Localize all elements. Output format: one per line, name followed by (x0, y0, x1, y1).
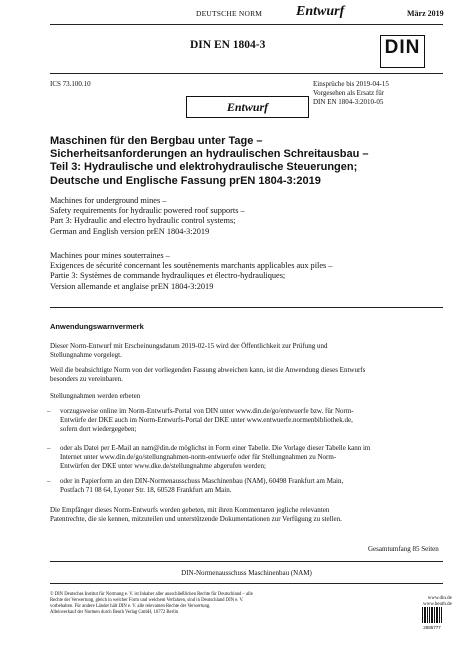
number-rule (50, 73, 443, 74)
warning-paragraph-4 (50, 506, 443, 524)
copyright-line: Rechte der Verwertung, gleich in welcher Form und welchem Verfahren, sind in Deutschland DIN e. V. (50, 598, 244, 603)
title-french-line: Partie 3: Systèmes de commande hydrauliques et électro-hydrauliques; (50, 271, 286, 281)
committee-name: DIN-Normenausschuss Maschinenbau (NAM) (181, 569, 312, 577)
title-english-line: Safety requirements for hydraulic powered roof supports – (50, 206, 245, 216)
list-item (47, 444, 440, 471)
list-dash: – (47, 407, 51, 415)
list-item-line: vorzugsweise online im Norm-Entwurfs-Portal von DIN unter www.din.de/go/entwuerfe bzw. für Norm- (60, 407, 354, 415)
title-english-line: German and English version prEN 1804-3:2019 (50, 226, 210, 236)
header-date: März 2019 (407, 9, 444, 18)
list-item-line: sofern dort wiedergegeben; (60, 425, 137, 433)
title-german-line: Teil 3: Hydraulische und elektrohydraulische Steuerungen; (50, 161, 358, 174)
warning-heading: Anwendungswarnvermerk (50, 322, 144, 331)
list-item (47, 407, 440, 434)
title-french-line: Exigences de sécurité concernant les soutènements marchants applicables aux piles – (50, 261, 333, 271)
din-logo (380, 35, 425, 68)
replaces-line-2: DIN EN 1804-3:2010-05 (313, 98, 384, 106)
title-english-line: Part 3: Hydraulic and electro hydraulic control systems; (50, 216, 236, 226)
ics-code: ICS 73.100.10 (50, 80, 91, 88)
paragraph-line: Stellungnahme vorgelegt. (50, 351, 122, 359)
committee-rule (50, 561, 443, 562)
list-item-line: Entwürfe der DKE auch im Norm-Entwurfs-Portal der DKE unter www.entwuerfe.normenbibliothek.de, (60, 416, 353, 424)
title-english-line: Machines for underground mines – (50, 196, 167, 205)
title-english (50, 196, 443, 237)
list-item (47, 477, 440, 495)
list-item-line: Postfach 71 08 64, Lyoner Str. 18, 60528 Frankfurt am Main. (60, 486, 232, 494)
header-rule (50, 24, 443, 25)
draft-box: Entwurf (186, 96, 309, 118)
list-item-line: oder als Datei per E-Mail an nam@din.de möglichst in Form einer Tabelle. Die Vorlage dieser Tabelle kann im (60, 444, 371, 452)
title-rule (50, 307, 443, 308)
title-french-line: Version allemande et anglaise prEN 1804-3:2019 (50, 281, 214, 291)
standard-number: DIN EN 1804-3 (190, 39, 266, 51)
warning-paragraph-1 (50, 342, 443, 360)
header-status: Entwurf (296, 4, 345, 19)
paragraph-line: Die Empfänger dieses Norm-Entwurfs werden gebeten, mit ihren Kommentaren jegliche relevanten (50, 506, 330, 514)
list-dash: – (47, 444, 51, 452)
copyright-line: © DIN Deutsches Institut für Normung e. V. ist Inhaber aller ausschließlichen Rechte für Deutschland – alle (50, 592, 253, 597)
total-pages: Gesamtumfang 85 Seiten (368, 545, 439, 553)
copyright-line: Alleinverkauf der Normen durch Beuth Verlag GmbH, 10772 Berlin (50, 610, 179, 615)
list-item-line: Entwürfen der DKE unter www.dke.de/stellungnahme abgerufen werden; (60, 462, 266, 470)
warning-paragraph-2 (50, 366, 443, 384)
din-logo-text: DIN (384, 37, 421, 58)
replacement-note (313, 80, 389, 107)
din-website: www.din.de (427, 596, 452, 601)
title-german-line: Deutsche und Englische Fassung prEN 1804-3:2019 (50, 174, 321, 187)
header-org: DEUTSCHE NORM (196, 9, 263, 18)
title-french-line: Machines pour mines souterraines – (50, 251, 170, 260)
list-dash: – (47, 477, 51, 485)
list-item-line: oder in Papierform an den DIN-Normenausschuss Maschinenbau (NAM), 60498 Frankfurt am Main, (60, 477, 344, 485)
paragraph-line: Dieser Norm-Entwurf mit Erscheinungsdatum 2019-02-15 wird der Öffentlichkeit zur Prüfung und (50, 342, 328, 350)
list-item-line: Internet unter www.din.de/go/stellungnahmen-norm-entwuerfe oder für Stellungnahmen zu Norm- (60, 453, 337, 461)
beuth-website: www.beuth.de (423, 602, 452, 607)
footer-rule (50, 583, 443, 584)
replaces-line-1: Vorgesehen als Ersatz für (313, 89, 385, 97)
title-german-line: Sicherheitsanforderungen an hydraulischen Schreitausbau – (50, 148, 369, 161)
paragraph-line: Weil die beabsichtigte Norm von der vorliegenden Fassung abweichen kann, ist die Anwendung dieses Entwurfs (50, 366, 366, 374)
copyright-notice (50, 592, 430, 616)
barcode-number: 2885777 (423, 625, 441, 630)
comments-deadline: Einsprüche bis 2019-04-15 (313, 80, 389, 88)
warning-paragraph-3: Stellungnahmen werden erbeten (50, 392, 141, 400)
barcode-icon (422, 607, 442, 630)
title-german-line: Maschinen für den Bergbau unter Tage – (50, 135, 263, 147)
paragraph-line: besonders zu vereinbaren. (50, 375, 123, 383)
copyright-line: vorbehalten. Für andere Länder hält DIN e. V. alle relevanten Rechte der Verwertung. (50, 604, 211, 609)
title-german (50, 135, 443, 188)
paragraph-line: Patentrechte, die sie kennen, mitzuteilen und unterstützende Dokumentationen zur Verfügung zu stellen. (50, 515, 342, 523)
title-french (50, 251, 443, 292)
